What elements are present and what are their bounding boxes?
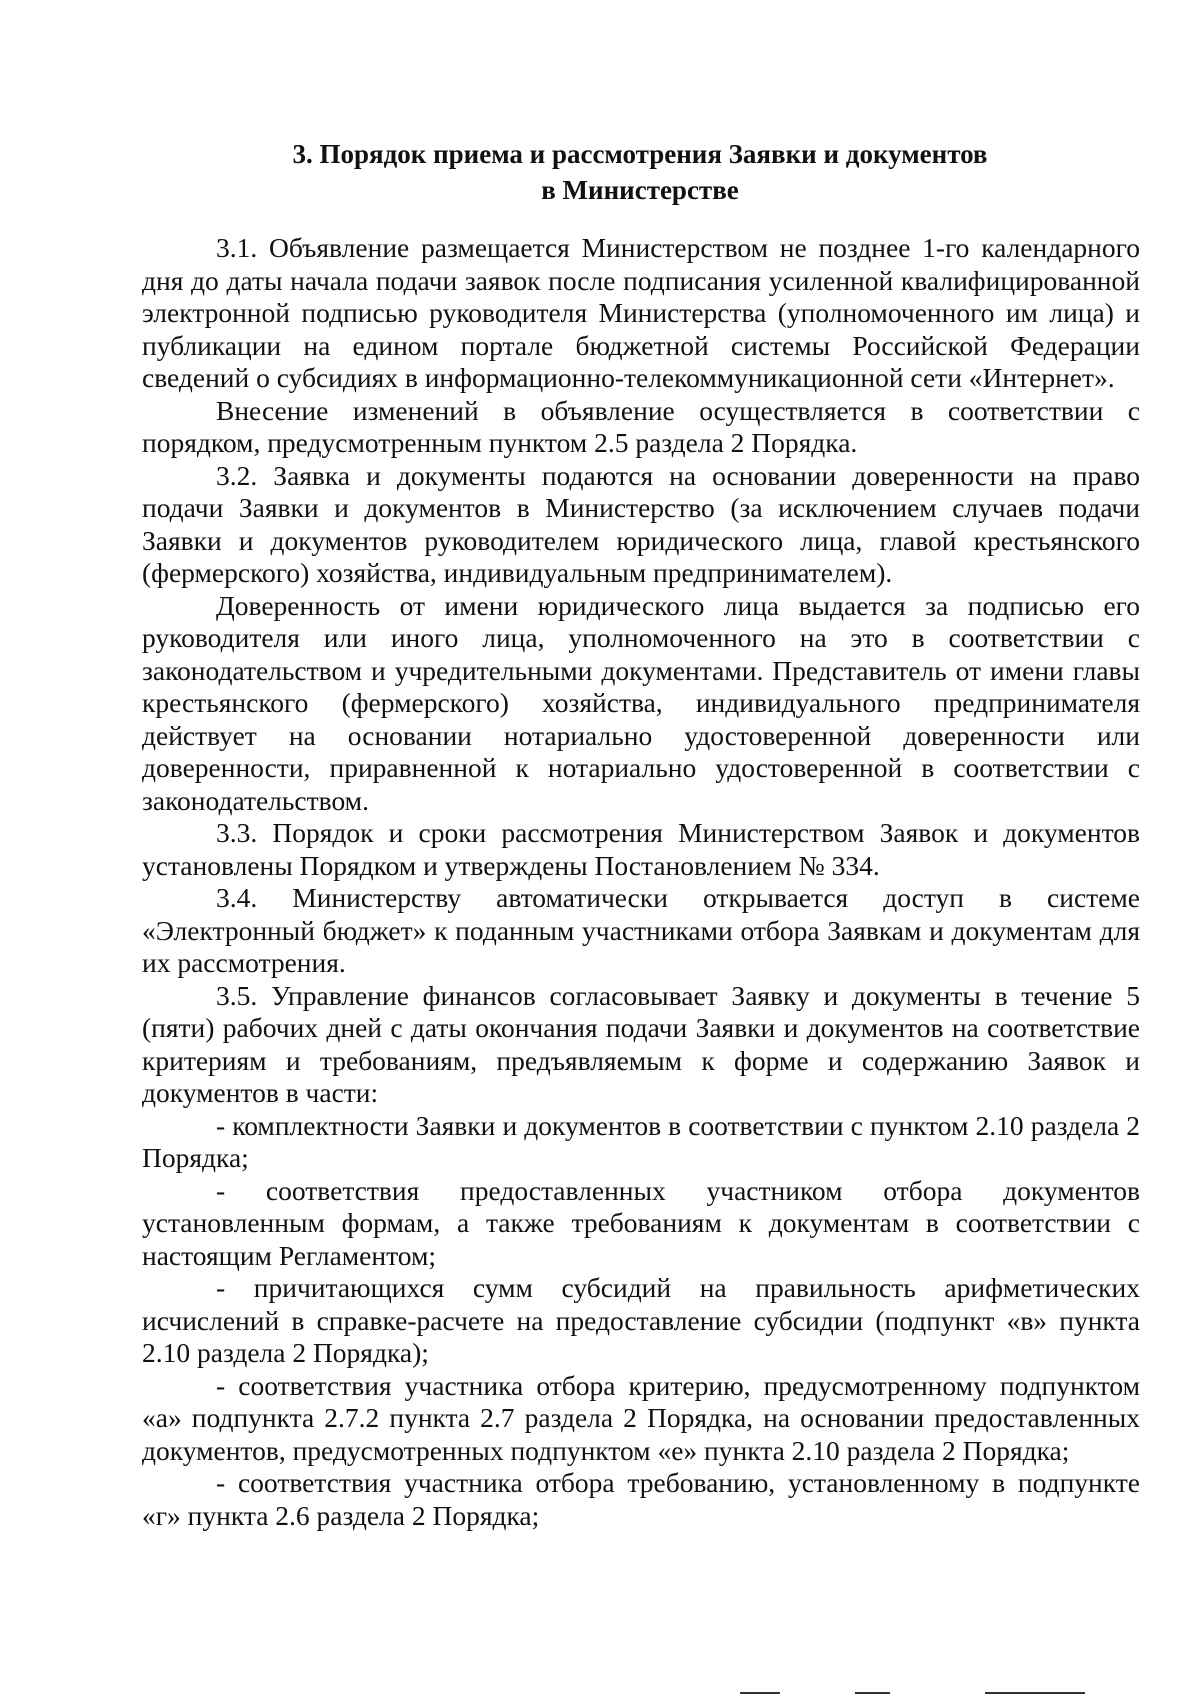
list-item-criterion-compliance: - соответствия участника отбора критерию, предусмотренному подпунктом «а» подпункта 2.7.2 пункта 2.7 раздела 2 Порядка, на основании предоставленных документов, предусмотренных подпунктом «е» пункта 2.10 раздела 2 Порядка; bbox=[142, 1369, 1140, 1466]
paragraph-3-2: 3.2. Заявка и документы подаются на основании доверенности на право подачи Заявки и документов в Министерство (за исключением случаев подачи Заявки и документов руководителем юридического лица, главой крестьянского (фермерского) хозяйства, индивидуальным предпринимателем). bbox=[142, 459, 1140, 588]
paragraph-3-3: 3.3. Порядок и сроки рассмотрения Министерством Заявок и документов установлены Порядком и утверждены Постановлением № 334. bbox=[142, 817, 1140, 881]
section-heading bbox=[140, 136, 1140, 208]
document-body bbox=[142, 232, 1140, 1532]
list-item-subsidy-amounts: - причитающихся сумм субсидий на правильность арифметических исчислений в справке-расчете на предоставление субсидии (подпункт «в» пункта 2.10 раздела 2 Порядка); bbox=[142, 1272, 1140, 1368]
scan-artifact-mark bbox=[855, 1692, 890, 1694]
scan-artifact-mark bbox=[740, 1692, 780, 1694]
list-item-completeness: - комплектности Заявки и документов в соответствии с пунктом 2.10 раздела 2 Порядка; bbox=[142, 1109, 1140, 1173]
paragraph-power-of-attorney: Доверенность от имени юридического лица выдается за подписью его руководителя или иного лица, уполномоченного на это в соответствии с законодательством и учредительными документами. Представитель от имени главы крестьянского (фермерского) хозяйства, индивидуального предпринимателя действует на основании нотариально удостоверенной доверенности или доверенности, приравненной к нотариально удостоверенной в соответствии с законодательством. bbox=[142, 589, 1140, 816]
scan-artifact-mark bbox=[985, 1692, 1085, 1694]
paragraph-amendments: Внесение изменений в объявление осуществляется в соответствии с порядком, предусмотренным пунктом 2.5 раздела 2 Порядка. bbox=[142, 394, 1140, 458]
paragraph-3-1: 3.1. Объявление размещается Министерством не позднее 1-го календарного дня до даты начала подачи заявок после подписания усиленной квалифицированной электронной подписью руководителя Министерства (уполномоченного им лица) и публикации на едином портале бюджетной системы Российской Федерации сведений о субсидиях в информационно-телекоммуникационной сети «Интернет». bbox=[142, 232, 1140, 393]
paragraph-3-5: 3.5. Управление финансов согласовывает Заявку и документы в течение 5 (пяти) рабочих дней с даты окончания подачи Заявки и документов на соответствие критериям и требованиям, предъявляемым к форме и содержанию Заявок и документов в части: bbox=[142, 979, 1140, 1108]
section-title-line-1: 3. Порядок приема и рассмотрения Заявки и документов bbox=[292, 139, 988, 169]
list-item-requirement-compliance: - соответствия участника отбора требованию, установленному в подпункте «г» пункта 2.6 раздела 2 Порядка; bbox=[142, 1467, 1140, 1531]
list-item-forms-compliance: - соответствия предоставленных участником отбора документов установленным формам, а также требованиям к документам в соответствии с настоящим Регламентом; bbox=[142, 1174, 1140, 1271]
paragraph-3-4: 3.4. Министерству автоматически открывается доступ в системе «Электронный бюджет» к поданным участниками отбора Заявкам и документам для их рассмотрения. bbox=[142, 882, 1140, 978]
section-title-line-2: в Министерстве bbox=[541, 175, 739, 205]
